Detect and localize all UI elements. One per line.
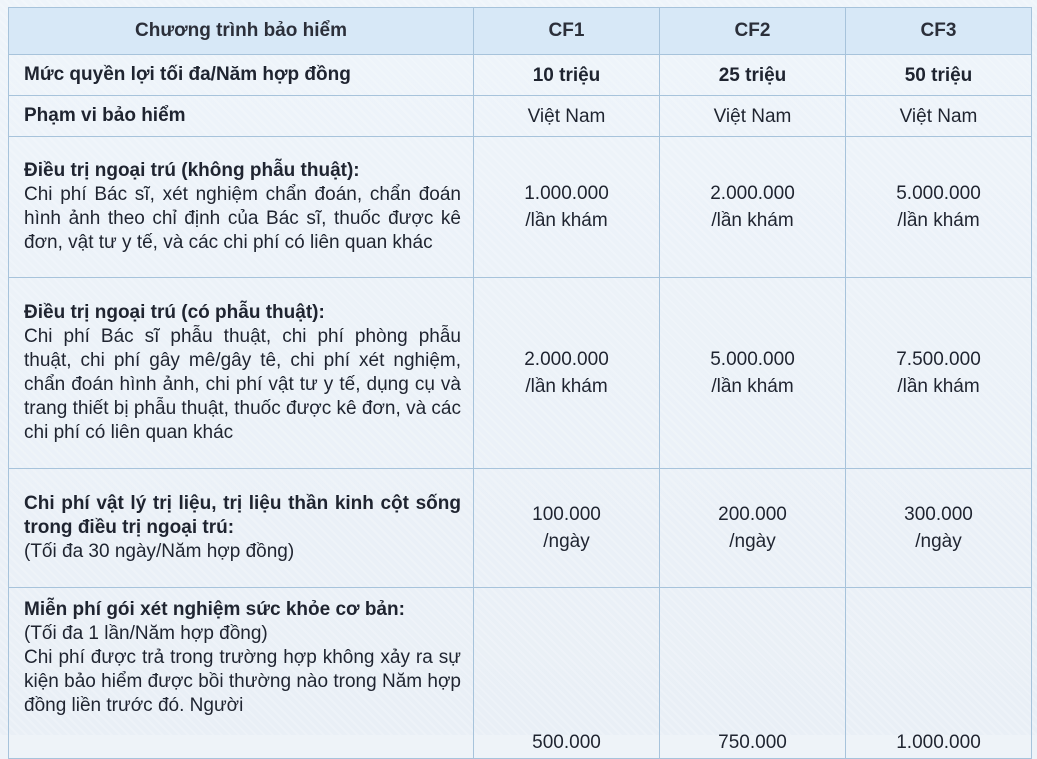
cell-cf1 — [474, 469, 660, 588]
amount: 7.500.000 — [896, 349, 981, 370]
cell-cf2: 750.000 — [660, 588, 846, 759]
table-row-free-checkup — [9, 588, 1032, 759]
unit: /lần khám — [897, 210, 980, 231]
row-label — [9, 55, 474, 96]
cell-cf1 — [474, 137, 660, 278]
row-label — [9, 137, 474, 278]
row-label — [9, 588, 474, 759]
physiotherapy-note: (Tối đa 30 ngày/Năm hợp đồng) — [24, 541, 295, 562]
table-row-physiotherapy — [9, 469, 1032, 588]
free-checkup-note: (Tối đa 1 lần/Năm hợp đồng) — [24, 623, 268, 644]
cell-cf2 — [660, 469, 846, 588]
amount: 5.000.000 — [896, 183, 981, 204]
unit: /lần khám — [711, 210, 794, 231]
cell-cf3: 1.000.000 — [846, 588, 1032, 759]
outpatient-surgery-desc: Chi phí Bác sĩ phẫu thuật, chi phí phòng phẫu thuật, chi phí gây mê/gây tê, chi phí xét nghiệm, chẩn đoán hình ảnh, chi phí vật tư y tế, dụng cụ và trang thiết bị phẫu thuật, thuốc được kê đơn, và các chi phí có liên quan khác — [24, 326, 461, 443]
table-row-max-benefit — [9, 55, 1032, 96]
unit: /ngày — [915, 531, 962, 552]
benefits-table — [8, 7, 1032, 759]
header-plan-cf1: CF1 — [474, 8, 660, 55]
unit: /lần khám — [897, 376, 980, 397]
row-label — [9, 96, 474, 137]
physiotherapy-title: Chi phí vật lý trị liệu, trị liệu thần kinh cột sống trong điều trị ngoại trú: — [24, 493, 461, 538]
unit: /ngày — [543, 531, 590, 552]
cell-cf3: 50 triệu — [846, 55, 1032, 96]
amount: 300.000 — [904, 504, 973, 525]
cell-cf1: 500.000 — [474, 588, 660, 759]
cell-cf3 — [846, 278, 1032, 469]
table-row-outpatient-surgery — [9, 278, 1032, 469]
outpatient-no-surgery-desc: Chi phí Bác sĩ, xét nghiệm chẩn đoán, chẩn đoán hình ảnh theo chỉ định của Bác sĩ, thuốc được kê đơn, vật tư y tế, và các chi phí có liên quan khác — [24, 184, 461, 253]
cell-cf2 — [660, 137, 846, 278]
table-row-outpatient-no-surgery — [9, 137, 1032, 278]
unit: /lần khám — [711, 376, 794, 397]
table-header-row — [9, 8, 1032, 55]
cell-cf3 — [846, 469, 1032, 588]
cell-cf2 — [660, 278, 846, 469]
amount: 2.000.000 — [524, 349, 609, 370]
cell-cf2: 25 triệu — [660, 55, 846, 96]
amount: 100.000 — [532, 504, 601, 525]
cell-cf1: Việt Nam — [474, 96, 660, 137]
free-checkup-title: Miễn phí gói xét nghiệm sức khỏe cơ bản: — [24, 599, 405, 620]
cell-cf3 — [846, 137, 1032, 278]
header-plan-cf3: CF3 — [846, 8, 1032, 55]
cell-cf3: Việt Nam — [846, 96, 1032, 137]
table-row-coverage-area — [9, 96, 1032, 137]
coverage-area-label: Phạm vi bảo hiểm — [24, 105, 186, 126]
unit: /lần khám — [525, 210, 608, 231]
amount: 2.000.000 — [710, 183, 795, 204]
cell-cf1 — [474, 278, 660, 469]
cell-cf1: 10 triệu — [474, 55, 660, 96]
cell-cf2: Việt Nam — [660, 96, 846, 137]
free-checkup-desc: Chi phí được trả trong trường hợp không xảy ra sự kiện bảo hiểm được bồi thường nào trong Năm hợp đồng liền trước đó. Người — [24, 647, 461, 716]
outpatient-surgery-title: Điều trị ngoại trú (có phẫu thuật): — [24, 302, 325, 323]
row-label — [9, 469, 474, 588]
header-program: Chương trình bảo hiểm — [9, 8, 474, 55]
header-plan-cf2: CF2 — [660, 8, 846, 55]
max-benefit-label: Mức quyền lợi tối đa/Năm hợp đồng — [24, 64, 351, 85]
unit: /lần khám — [525, 376, 608, 397]
amount: 5.000.000 — [710, 349, 795, 370]
amount: 1.000.000 — [524, 183, 609, 204]
row-label — [9, 278, 474, 469]
outpatient-no-surgery-title: Điều trị ngoại trú (không phẫu thuật): — [24, 160, 360, 181]
amount: 200.000 — [718, 504, 787, 525]
unit: /ngày — [729, 531, 776, 552]
